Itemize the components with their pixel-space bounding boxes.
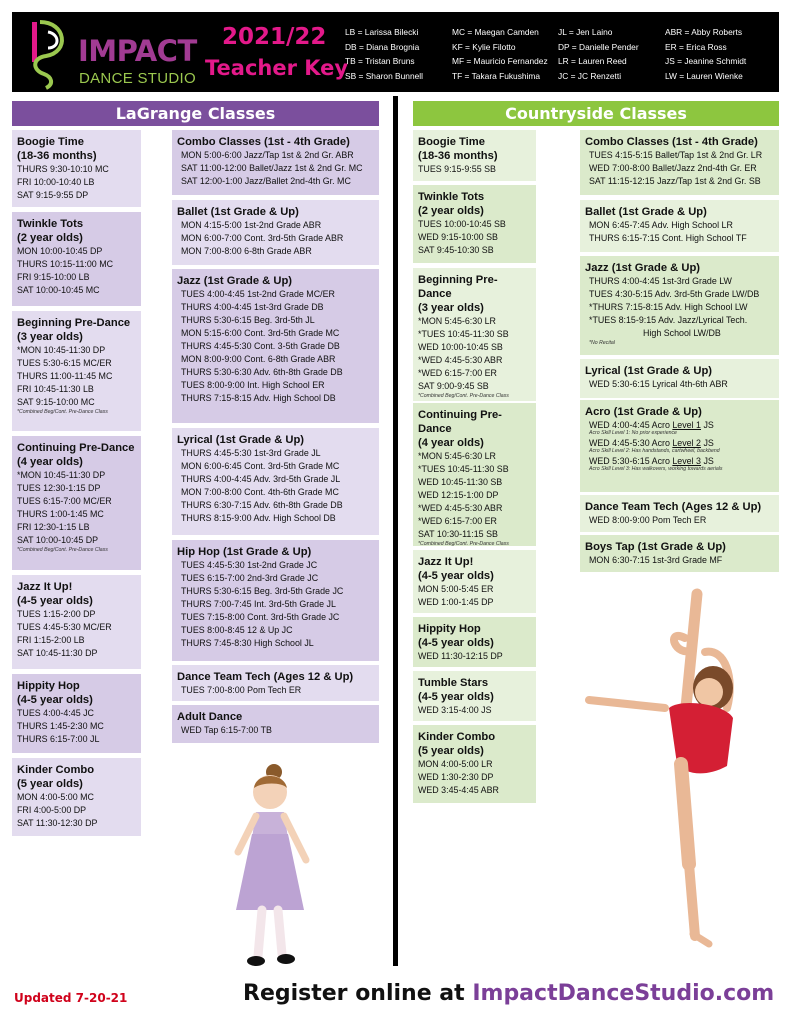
class-subtitle: (4 year olds) <box>17 456 83 468</box>
class-time: THURS 5:30-6:30 Adv. 6th-8th Grade DB <box>181 367 343 377</box>
class-block-jazz <box>172 269 379 423</box>
teacher-key-entry: ABR = Abby Roberts <box>665 27 743 37</box>
class-block-lyrical <box>580 359 779 398</box>
class-time: *TUES 8:15-9:15 Adv. Jazz/Lyrical Tech. <box>589 315 748 325</box>
class-time: THURS 5:30-6:15 Beg. 3rd-5th JL <box>181 315 315 325</box>
class-time: THURS 8:15-9:00 Adv. High School DB <box>181 513 336 523</box>
class-block-adult-dance <box>172 705 379 743</box>
class-title: Jazz (1st Grade & Up) <box>177 275 293 287</box>
class-title: Boogie Time <box>17 136 84 148</box>
class-time: MON 4:00-5:00 MC <box>17 792 94 802</box>
class-time: THURS 4:45-5:30 Cont. 3-5th Grade DB <box>181 341 340 351</box>
class-title: Kinder Combo <box>418 731 496 743</box>
class-time: *TUES 10:45-11:30 SB <box>418 329 509 339</box>
teacher-key-column <box>665 25 746 83</box>
class-time: WED 1:30-2:30 DP <box>418 772 494 782</box>
class-block-tumble-stars <box>413 671 536 721</box>
studio-logo <box>26 18 201 90</box>
class-block-kinder-combo <box>413 725 536 803</box>
class-time: *MON 10:45-11:30 DP <box>17 345 106 355</box>
class-time: THURS 1:45-2:30 MC <box>17 721 104 731</box>
class-time: FRI 9:15-10:00 LB <box>17 272 90 282</box>
class-time: TUES 6:15-7:00 2nd-3rd Grade JC <box>181 573 319 583</box>
class-time: FRI 1:15-2:00 LB <box>17 635 85 645</box>
class-block-jazz <box>580 256 779 355</box>
logo-studio-text: DANCE STUDIO <box>79 70 196 87</box>
teacher-key-column <box>558 25 639 83</box>
class-subtitle: (4-5 year olds) <box>418 637 494 649</box>
class-time: SAT 12:00-1:00 Jazz/Ballet 2nd-4th Gr. MC <box>181 176 351 186</box>
class-time: WED 9:15-10:00 SB <box>418 232 498 242</box>
class-subtitle: (3 year olds) <box>418 302 484 314</box>
class-subtitle: (2 year olds) <box>418 205 484 217</box>
class-title: Jazz It Up! <box>418 556 474 568</box>
acro-dancer-photo <box>585 588 765 948</box>
teacher-key-entry: MF = Mauricio Fernandez <box>452 56 548 66</box>
class-time: *MON 5:45-6:30 LR <box>418 316 496 326</box>
class-time: SAT 9:15-10:00 MC <box>17 397 95 407</box>
class-title: Twinkle Tots <box>418 191 485 203</box>
class-title: Dance Team Tech (Ages 12 & Up) <box>585 501 762 513</box>
acro-level: Level 2 <box>672 438 701 448</box>
acro-level: Level 1 <box>672 420 701 430</box>
class-time: TUES 4:30-5:15 Adv. 3rd-5th Grade LW/DB <box>589 289 760 299</box>
teacher-key-entry: JC = JC Renzetti <box>558 70 622 81</box>
class-block-twinkle-tots <box>413 185 536 263</box>
acro-time: WED 5:30-6:15 Acro <box>589 456 673 466</box>
class-block-combo-classes <box>580 130 779 195</box>
class-time: *THURS 7:15-8:15 Adv. High School LW <box>589 302 748 312</box>
teacher-key-entry: TF = Takara Fukushima <box>452 70 541 81</box>
class-time: THURS 4:00-4:45 1st-3rd Grade LW <box>589 276 732 286</box>
class-time: THURS 4:00-4:45 Adv. 3rd-5th Grade JL <box>181 474 341 484</box>
class-time: WED 11:30-12:15 DP <box>418 651 503 661</box>
teacher-key-entry: SB = Sharon Bunnell <box>345 70 423 81</box>
teacher-key-column <box>452 25 548 83</box>
class-time: MON 6:30-7:15 1st-3rd Grade MF <box>589 555 723 565</box>
teacher-key-entry: MC = Maegan Camden <box>452 27 539 37</box>
class-time: *WED 4:45-5:30 ABR <box>418 355 503 365</box>
class-time: THURS 5:30-6:15 Beg. 3rd-5th Grade JC <box>181 586 344 596</box>
class-time: FRI 4:00-5:00 DP <box>17 805 87 815</box>
acro-teacher: JS <box>701 456 714 466</box>
class-time: THURS 11:00-11:45 MC <box>17 371 113 381</box>
class-block-beginning-pre-dance <box>12 311 141 431</box>
class-time: WED 8:00-9:00 Pom Tech ER <box>589 515 707 525</box>
teacher-key-title: Teacher Key <box>205 56 349 80</box>
class-time: WED 7:00-8:00 Ballet/Jazz 2nd-4th Gr. ER <box>589 163 757 173</box>
class-time: TUES 7:00-8:00 Pom Tech ER <box>181 685 302 695</box>
class-time: THURS 10:15-11:00 MC <box>17 259 114 269</box>
class-time: THURS 6:15-7:00 JL <box>17 734 100 744</box>
class-time: WED Tap 6:15-7:00 TB <box>181 725 272 735</box>
class-subtitle: (4 year olds) <box>418 437 484 449</box>
class-time: TUES 4:45-5:30 MC/ER <box>17 622 112 632</box>
teacher-key-column <box>345 25 423 83</box>
class-block-boogie-time <box>12 130 141 207</box>
class-note: *Combined Beg/Cont. Pre-Dance Class <box>418 541 509 547</box>
class-block-twinkle-tots <box>12 212 141 306</box>
class-time: MON 4:15-5:00 1st-2nd Grade ABR <box>181 220 322 230</box>
logo-impact-text: IMPACT <box>78 34 197 68</box>
class-title: Lyrical (1st Grade & Up) <box>177 434 305 446</box>
class-title: Beginning Pre-Dance <box>17 317 131 329</box>
class-title: Continuing Pre-Dance <box>418 409 502 435</box>
class-time: FRI 12:30-1:15 LB <box>17 522 90 532</box>
class-time: THURS 7:00-7:45 Int. 3rd-5th Grade JL <box>181 599 336 609</box>
class-time: MON 7:00-8:00 Cont. 4th-6th Grade MC <box>181 487 339 497</box>
class-time: MON 8:00-9:00 Cont. 6-8th Grade ABR <box>181 354 336 364</box>
class-subtitle: (2 year olds) <box>17 232 83 244</box>
class-title: Beginning Pre-Dance <box>418 274 498 300</box>
class-title: Boys Tap (1st Grade & Up) <box>585 541 726 553</box>
class-title: Jazz (1st Grade & Up) <box>585 262 701 274</box>
class-block-hippity-hop <box>413 617 536 667</box>
class-time: TUES 5:30-6:15 MC/ER <box>17 358 112 368</box>
class-time: *WED 6:15-7:00 ER <box>418 516 497 526</box>
class-time: *WED 6:15-7:00 ER <box>418 368 497 378</box>
class-time: TUES 8:00-9:00 Int. High School ER <box>181 380 325 390</box>
acro-time: WED 4:45-5:30 Acro <box>589 438 673 448</box>
column-divider <box>393 96 398 966</box>
class-title: Combo Classes (1st - 4th Grade) <box>585 136 758 148</box>
class-title: Hippity Hop <box>418 623 481 635</box>
class-time: WED 1:00-1:45 DP <box>418 597 494 607</box>
class-time: MON 5:00-5:45 ER <box>418 584 494 594</box>
class-title: Twinkle Tots <box>17 218 84 230</box>
class-time: THURS 7:15-8:15 Adv. High School DB <box>181 393 336 403</box>
class-title: Adult Dance <box>177 711 243 723</box>
class-title: Combo Classes (1st - 4th Grade) <box>177 136 350 148</box>
class-time: SAT 11:00-12:00 Ballet/Jazz 1st & 2nd Gr. MC <box>181 163 363 173</box>
countryside-section-title: Countryside Classes <box>413 101 779 126</box>
class-time: WED 5:30-6:15 Lyrical 4th-6th ABR <box>589 379 728 389</box>
class-subtitle: (4-5 year olds) <box>17 694 93 706</box>
class-block-hip-hop <box>172 540 379 661</box>
class-title: Continuing Pre-Dance <box>17 442 135 454</box>
class-subtitle: (3 year olds) <box>17 331 83 343</box>
class-subtitle: (18-36 months) <box>418 150 498 162</box>
class-time: SAT 10:45-11:30 DP <box>17 648 98 658</box>
class-time: SAT 9:00-9:45 SB <box>418 381 489 391</box>
class-time: TUES 4:15-5:15 Ballet/Tap 1st & 2nd Gr. LR <box>589 150 763 160</box>
class-time: MON 6:00-6:45 Cont. 3rd-5th Grade MC <box>181 461 340 471</box>
class-block-continuing-pre-dance <box>12 436 141 570</box>
class-note: *Combined Beg/Cont. Pre-Dance Class <box>17 409 108 415</box>
class-time: WED 3:15-4:00 JS <box>418 705 492 715</box>
teacher-key-entry: DB = Diana Brognia <box>345 41 420 52</box>
class-time: THURS 6:30-7:15 Adv. 6th-8th Grade DB <box>181 500 343 510</box>
class-title: Acro (1st Grade & Up) <box>585 406 702 418</box>
class-block-jazz-it-up <box>12 575 141 669</box>
school-year: 2021/22 <box>222 24 327 50</box>
class-block-ballet <box>172 200 379 265</box>
class-time: TUES 8:00-8:45 12 & Up JC <box>181 625 293 635</box>
class-block-hippity-hop <box>12 674 141 753</box>
class-title: Hip Hop (1st Grade & Up) <box>177 546 312 558</box>
class-time: THURS 4:00-4:45 1st-3rd Grade DB <box>181 302 324 312</box>
class-time: MON 10:00-10:45 DP <box>17 246 103 256</box>
class-title: Tumble Stars <box>418 677 489 689</box>
class-time: *MON 10:45-11:30 DP <box>17 470 106 480</box>
teacher-key-entry: JL = Jen Laino <box>558 27 613 37</box>
acro-time: WED 4:00-4:45 Acro <box>589 420 673 430</box>
class-title: Kinder Combo <box>17 764 95 776</box>
class-time: TUES 4:00-4:45 1st-2nd Grade MC/ER <box>181 289 335 299</box>
class-subtitle: (18-36 months) <box>17 150 97 162</box>
class-time: High School LW/DB <box>643 328 721 338</box>
class-time: SAT 9:15-9:55 DP <box>17 190 89 200</box>
class-time: THURS 4:45-5:30 1st-3rd Grade JL <box>181 448 321 458</box>
class-time: FRI 10:45-11:30 LB <box>17 384 94 394</box>
class-subtitle: (4-5 year olds) <box>17 595 93 607</box>
teacher-key-entry: DP = Danielle Pender <box>558 41 639 52</box>
class-time: SAT 9:45-10:30 SB <box>418 245 494 255</box>
class-time: MON 6:45-7:45 Adv. High School LR <box>589 220 733 230</box>
class-title: Ballet (1st Grade & Up) <box>585 206 707 218</box>
class-title: Hippity Hop <box>17 680 80 692</box>
teacher-key-entry: TB = Tristan Bruns <box>345 56 415 66</box>
teacher-key-entry: LR = Lauren Reed <box>558 56 627 66</box>
class-time: SAT 11:30-12:30 DP <box>17 818 98 828</box>
acro-teacher: JS <box>701 420 714 430</box>
class-time: TUES 10:00-10:45 SB <box>418 219 506 229</box>
class-title: Ballet (1st Grade & Up) <box>177 206 299 218</box>
class-time: TUES 6:15-7:00 MC/ER <box>17 496 112 506</box>
acro-teacher: JS <box>701 438 714 448</box>
toddler-dancer-photo <box>222 760 322 976</box>
class-time: TUES 7:15-8:00 Cont. 3rd-5th Grade JC <box>181 612 340 622</box>
register-line <box>243 981 774 1006</box>
acro-level-note: Acro Skill Level 2: Has handstands, cartwheel, backbend <box>589 448 720 454</box>
class-time: SAT 10:00-10:45 DP <box>17 535 99 545</box>
class-subtitle: (4-5 year olds) <box>418 570 494 582</box>
class-time: TUES 9:15-9:55 SB <box>418 164 496 174</box>
class-time: WED 10:45-11:30 SB <box>418 477 503 487</box>
teacher-key-entry: ER = Erica Ross <box>665 41 727 52</box>
teacher-key-entry: JS = Jeanine Schmidt <box>665 56 747 66</box>
class-time: WED 12:15-1:00 DP <box>418 490 499 500</box>
class-block-kinder-combo <box>12 758 141 836</box>
class-time: WED 3:45-4:45 ABR <box>418 785 499 795</box>
class-time: TUES 1:15-2:00 DP <box>17 609 96 619</box>
class-time: SAT 11:15-12:15 Jazz/Tap 1st & 2nd Gr. SB <box>589 176 761 186</box>
acro-level-note: Acro Skill Level 1: No prior experience <box>589 430 677 436</box>
class-time: THURS 9:30-10:10 MC <box>17 164 109 174</box>
class-time: MON 4:00-5:00 LR <box>418 759 493 769</box>
class-time: THURS 6:15-7:15 Cont. High School TF <box>589 233 747 243</box>
class-title: Lyrical (1st Grade & Up) <box>585 365 713 377</box>
class-time: SAT 10:00-10:45 MC <box>17 285 100 295</box>
class-time: *WED 4:45-5:30 ABR <box>418 503 503 513</box>
teacher-key-entry: LW = Lauren Wienke <box>665 70 743 81</box>
lagrange-section-title: LaGrange Classes <box>12 101 379 126</box>
class-block-lyrical <box>172 428 379 535</box>
class-title: Boogie Time <box>418 136 485 148</box>
class-time: *MON 5:45-6:30 LR <box>418 451 496 461</box>
class-time: THURS 1:00-1:45 MC <box>17 509 104 519</box>
class-time: MON 7:00-8:00 6-8th Grade ABR <box>181 246 312 256</box>
class-time: MON 5:15-6:00 Cont. 3rd-5th Grade MC <box>181 328 340 338</box>
class-time: THURS 7:45-8:30 High School JL <box>181 638 314 648</box>
updated-date: Updated 7-20-21 <box>14 991 128 1005</box>
class-block-dance-team-tech <box>172 665 379 701</box>
class-subtitle: (5 year olds) <box>418 745 484 757</box>
class-title: Jazz It Up! <box>17 581 73 593</box>
acro-level-note: Acro Skill Level 3: Has walkovers, working towards aerials <box>589 466 723 472</box>
class-time: *TUES 10:45-11:30 SB <box>418 464 509 474</box>
class-note: *Combined Beg/Cont. Pre-Dance Class <box>17 547 108 553</box>
header-banner <box>12 12 779 92</box>
teacher-key-entry: LB = Larissa Bilecki <box>345 27 419 37</box>
class-note: *No Recital <box>589 340 615 346</box>
class-block-boogie-time <box>413 130 536 181</box>
logo-mark-icon <box>26 18 74 90</box>
class-time: SAT 10:30-11:15 SB <box>418 529 498 539</box>
register-prefix: Register online at <box>243 981 473 1006</box>
class-time: TUES 12:30-1:15 DP <box>17 483 101 493</box>
class-block-ballet <box>580 200 779 252</box>
class-block-continuing-pre-dance <box>413 403 536 546</box>
class-block-beginning-pre-dance <box>413 268 536 401</box>
class-time: MON 5:00-6:00 Jazz/Tap 1st & 2nd Gr. ABR <box>181 150 354 160</box>
class-block-dance-team-tech <box>580 495 779 532</box>
class-subtitle: (4-5 year olds) <box>418 691 494 703</box>
class-time: MON 6:00-7:00 Cont. 3rd-5th Grade ABR <box>181 233 344 243</box>
teacher-key-entry: KF = Kylie Filotto <box>452 41 516 52</box>
class-time: WED 10:00-10:45 SB <box>418 342 503 352</box>
class-time: TUES 4:45-5:30 1st-2nd Grade JC <box>181 560 318 570</box>
acro-level: Level 3 <box>672 456 701 466</box>
class-block-boys-tap <box>580 535 779 572</box>
class-time: FRI 10:00-10:40 LB <box>17 177 95 187</box>
class-note: *Combined Beg/Cont. Pre-Dance Class <box>418 393 509 399</box>
class-block-jazz-it-up <box>413 550 536 613</box>
class-time: TUES 4:00-4:45 JC <box>17 708 94 718</box>
register-url-link[interactable]: ImpactDanceStudio.com <box>472 981 775 1006</box>
class-block-combo-classes <box>172 130 379 195</box>
class-block-acro <box>580 400 779 492</box>
class-title: Dance Team Tech (Ages 12 & Up) <box>177 671 354 683</box>
class-subtitle: (5 year olds) <box>17 778 83 790</box>
